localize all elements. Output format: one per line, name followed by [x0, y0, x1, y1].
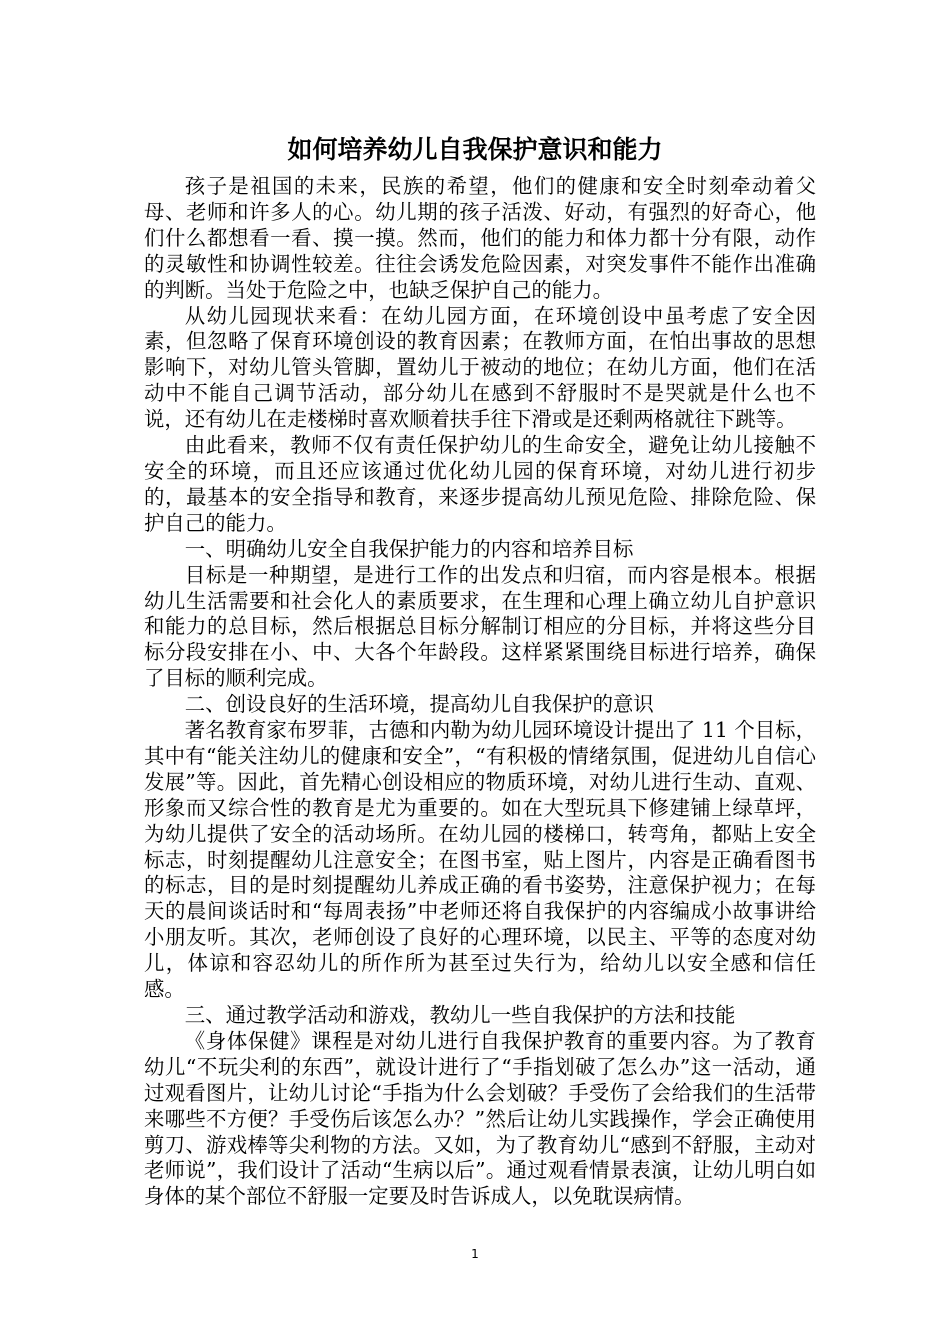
- paragraph-section-3: 《身体保健》课程是对幼儿进行自我保护教育的重要内容。为了教育幼儿“不玩尖利的东西”，就设计进行了“手指划破了怎么办”这一活动，通过观看图片，让幼儿讨论“手指为什么会划破？手受伤了会给我们的生活带来哪些不方便？手受伤后该怎么办？”然后让幼儿实践操作，学会正确使用剪刀、游戏棒等尖利物的方法。又如，为了教育幼儿“感到不舒服，主动对老师说”，我们设计了活动“生病以后”。通过观看情景表演，让幼儿明白如身体的某个部位不舒服一定要及时告诉成人，以免耽误病情。: [144, 1028, 816, 1209]
- section-heading-1: 一、明确幼儿安全自我保护能力的内容和培养目标: [184, 536, 634, 561]
- section-heading-3: 三、通过教学活动和游戏，教幼儿一些自我保护的方法和技能: [184, 1003, 736, 1027]
- paragraph-conclusion: 由此看来，教师不仅有责任保护幼儿的生命安全，避免让幼儿接触不安全的环境，而且还应该通过优化幼儿园的保育环境，对幼儿进行初步的，最基本的安全指导和教育，来逐步提高幼儿预见危险、排除危险、保护自己的能力。: [144, 433, 816, 535]
- paragraph-current-status: 从幼儿园现状来看：在幼儿园方面，在环境创设中虽考虑了安全因素，但忽略了保育环境创设的教育因素；在教师方面，在怕出事故的思想影响下，对幼儿管头管脚，置幼儿于被动的地位；在幼儿方面，他们在活动中不能自己调节活动，部分幼儿在感到不舒服时不是哭就是什么也不说，还有幼儿在走楼梯时喜欢顺着扶手往下滑或是还剩两格就往下跳等。: [144, 303, 816, 432]
- page-number: 1: [471, 1247, 479, 1261]
- paragraph-intro: 孩子是祖国的未来，民族的希望，他们的健康和安全时刻牵动着父母、老师和许多人的心。幼儿期的孩子活泼、好动，有强烈的好奇心，他们什么都想看一看、摸一摸。然而，他们的能力和体力都十分有限，动作的灵敏性和协调性较差。往往会诱发危险因素，对突发事件不能作出准确的判断。当处于危险之中，也缺乏保护自己的能力。: [144, 174, 816, 302]
- document-title: 如何培养幼儿自我保护意识和能力: [287, 135, 663, 164]
- paragraph-section-2: 著名教育家布罗菲，古德和内勒为幼儿园环境设计提出了 11 个目标，其中有“能关注幼儿的健康和安全”，“有积极的情绪氛围，促进幼儿自信心发展”等。因此，首先精心创设相应的物质环境，对幼儿进行生动、直观、形象而又综合性的教育是尤为重要的。如在大型玩具下修建铺上绿草坪，为幼儿提供了安全的活动场所。在幼儿园的楼梯口，转弯角，都贴上安全标志，时刻提醒幼儿注意安全；在图书室，贴上图片，内容是正确看图书的标志，目的是时刻提醒幼儿养成正确的看书姿势，注意保护视力；在每天的晨间谈话时和“每周表扬”中老师还将自我保护的内容编成小故事讲给小朋友听。其次，老师创设了良好的心理环境，以民主、平等的态度对幼儿，体谅和容忍幼儿的所作所为甚至过失行为，给幼儿以安全感和信任感。: [144, 718, 816, 1002]
- section-heading-2: 二、创设良好的生活环境，提高幼儿自我保护的意识: [184, 692, 654, 717]
- paragraph-section-1: 目标是一种期望，是进行工作的出发点和归宿，而内容是根本。根据幼儿生活需要和社会化人的素质要求，在生理和心理上确立幼儿自护意识和能力的总目标，然后根据总目标分解制订相应的分目标，并将这些分目标分段安排在小、中、大各个年龄段。这样紧紧围绕目标进行培养，确保了目标的顺利完成。: [144, 562, 816, 691]
- document-body: [144, 174, 816, 1210]
